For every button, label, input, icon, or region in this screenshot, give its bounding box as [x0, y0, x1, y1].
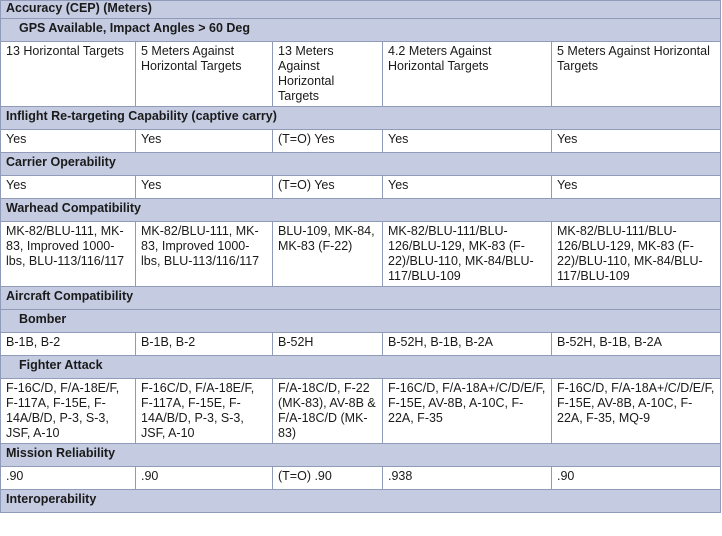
section-header-row [1, 199, 721, 222]
table-cell: B-1B, B-2 [1, 333, 136, 356]
section-header-row [1, 310, 721, 333]
table-cell: Yes [383, 176, 552, 199]
section-warhead-header: Warhead Compatibility [1, 199, 721, 222]
section-fighter-attack-header: Fighter Attack [1, 356, 721, 379]
table-row [1, 333, 721, 356]
section-carrier-header: Carrier Operability [1, 153, 721, 176]
section-header-row [1, 444, 721, 467]
table-cell: Yes [552, 176, 721, 199]
table-cell: Yes [1, 130, 136, 153]
section-header-row [1, 19, 721, 42]
table-cell: (T=O) .90 [273, 467, 383, 490]
table-cell: MK-82/BLU-111/BLU-126/BLU-129, MK-83 (F-22)/BLU-110, MK-84/BLU-117/BLU-109 [383, 222, 552, 287]
table-cell: 5 Meters Against Horizontal Targets [136, 42, 273, 107]
section-bomber-header: Bomber [1, 310, 721, 333]
table-cell: (T=O) Yes [273, 130, 383, 153]
table-cell: Yes [552, 130, 721, 153]
section-header-row [1, 356, 721, 379]
section-aircraft-header: Aircraft Compatibility [1, 287, 721, 310]
section-gps-header: GPS Available, Impact Angles > 60 Deg [1, 19, 721, 42]
section-header-row [1, 287, 721, 310]
table-row [1, 467, 721, 490]
table-cell: .90 [136, 467, 273, 490]
section-reliability-header: Mission Reliability [1, 444, 721, 467]
table-row [1, 379, 721, 444]
section-interoperability-header: Interoperability [1, 490, 721, 513]
section-header-row [1, 153, 721, 176]
table-row [1, 42, 721, 107]
section-accuracy-header: Accuracy (CEP) (Meters) [1, 1, 721, 19]
section-header-row [1, 1, 721, 19]
table-cell: F-16C/D, F/A-18E/F, F-117A, F-15E, F-14A/B/D, P-3, S-3, JSF, A-10 [1, 379, 136, 444]
table-cell: F/A-18C/D, F-22 (MK-83), AV-8B & F/A-18C/D (MK-83) [273, 379, 383, 444]
table-row [1, 176, 721, 199]
table-cell: F-16C/D, F/A-18E/F, F-117A, F-15E, F-14A/B/D, P-3, S-3, JSF, A-10 [136, 379, 273, 444]
table-cell: MK-82/BLU-111, MK-83, Improved 1000-lbs, BLU-113/116/117 [136, 222, 273, 287]
table-cell: 5 Meters Against Horizontal Targets [552, 42, 721, 107]
table-cell: (T=O) Yes [273, 176, 383, 199]
section-retargeting-header: Inflight Re-targeting Capability (captive carry) [1, 107, 721, 130]
table-cell: MK-82/BLU-111/BLU-126/BLU-129, MK-83 (F-22)/BLU-110, MK-84/BLU-117/BLU-109 [552, 222, 721, 287]
section-header-row [1, 107, 721, 130]
table-cell: B-52H, B-1B, B-2A [552, 333, 721, 356]
table-cell: F-16C/D, F/A-18A+/C/D/E/F, F-15E, AV-8B, A-10C, F-22A, F-35, MQ-9 [552, 379, 721, 444]
section-header-row [1, 490, 721, 513]
table-row [1, 130, 721, 153]
table-cell: .938 [383, 467, 552, 490]
table-cell: .90 [552, 467, 721, 490]
table-cell: F-16C/D, F/A-18A+/C/D/E/F, F-15E, AV-8B, A-10C, F-22A, F-35 [383, 379, 552, 444]
table-cell: Yes [1, 176, 136, 199]
table-cell: MK-82/BLU-111, MK-83, Improved 1000-lbs, BLU-113/116/117 [1, 222, 136, 287]
table-row [1, 222, 721, 287]
table-cell: Yes [136, 176, 273, 199]
table-cell: .90 [1, 467, 136, 490]
table-cell: 13 Horizontal Targets [1, 42, 136, 107]
table-cell: B-52H [273, 333, 383, 356]
table-cell: B-1B, B-2 [136, 333, 273, 356]
table-cell: Yes [383, 130, 552, 153]
table-cell: 13 Meters Against Horizontal Targets [273, 42, 383, 107]
table-cell: B-52H, B-1B, B-2A [383, 333, 552, 356]
table-cell: BLU-109, MK-84, MK-83 (F-22) [273, 222, 383, 287]
table-cell: Yes [136, 130, 273, 153]
table-cell: 4.2 Meters Against Horizontal Targets [383, 42, 552, 107]
